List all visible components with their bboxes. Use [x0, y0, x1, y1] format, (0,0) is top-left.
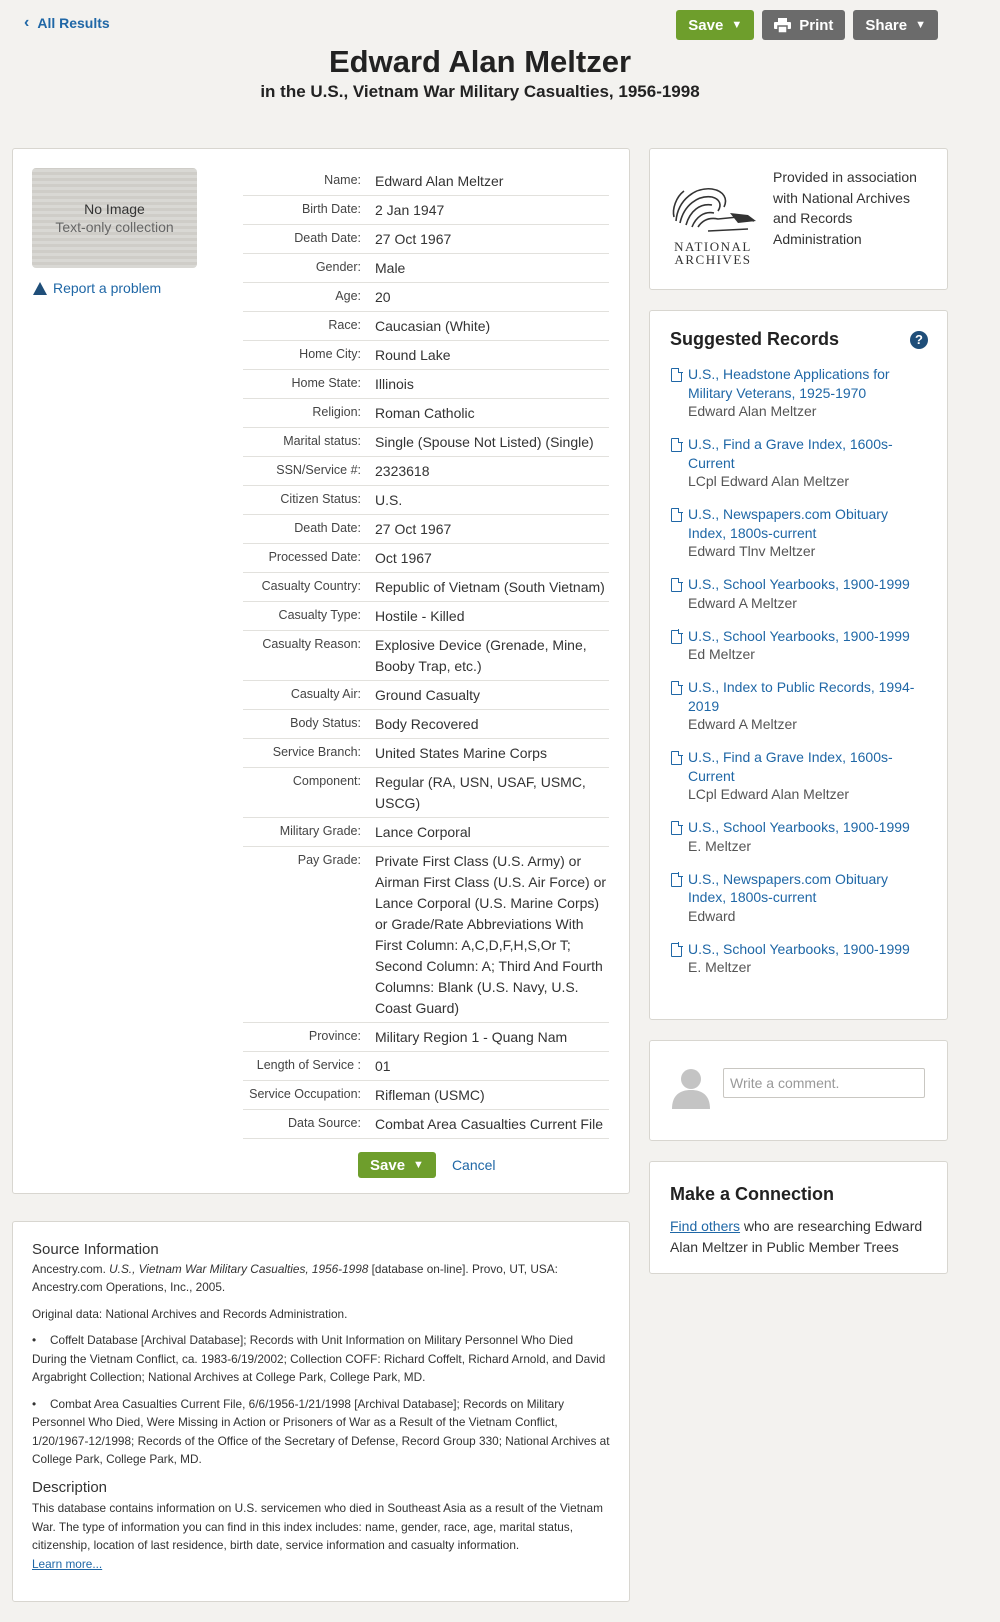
save-button[interactable]	[676, 10, 754, 40]
suggested-record-link[interactable]: U.S., Find a Grave Index, 1600s-Current	[688, 436, 893, 471]
share-label: Share	[865, 16, 908, 34]
suggested-record-link[interactable]: U.S., Index to Public Records, 1994-2019	[688, 679, 915, 714]
document-icon	[671, 508, 682, 522]
suggested-record-name: Edward	[688, 907, 736, 924]
share-button[interactable]	[853, 10, 938, 40]
all-results-link[interactable]	[24, 14, 110, 32]
fact-value: 2 Jan 1947	[375, 202, 445, 218]
suggested-record-name: LCpl Edward Alan Meltzer	[688, 786, 850, 802]
connection-panel	[649, 1161, 948, 1274]
fact-label: Military Grade:	[279, 824, 361, 838]
record-panel	[12, 148, 630, 1194]
fact-row	[243, 1052, 609, 1081]
fact-value: Male	[375, 260, 406, 276]
chevron-down-icon: ▼	[915, 19, 926, 31]
fact-row	[243, 341, 609, 370]
fact-label: Data Source:	[288, 1116, 361, 1130]
fact-label: Gender:	[315, 260, 361, 274]
suggested-record-link[interactable]: U.S., School Yearbooks, 1900-1999	[688, 819, 910, 835]
fact-label: Death Date:	[294, 521, 361, 535]
fact-row	[243, 196, 609, 225]
fact-label: Religion:	[312, 405, 361, 419]
text-only-label: Text-only collection	[55, 219, 174, 235]
source-bullet: • Coffelt Database [Archival Database]; Records with Unit Information on Military Personnel Who Died During the Vietnam Conflict, ca. 1983-6/19/2002; Collection COFF: Richard Coffelt, Richard Arnold, and David Argabright Collection; National Archives at College Park, College Park, MD.	[32, 1331, 610, 1387]
fact-row	[243, 515, 609, 544]
action-buttons	[676, 10, 938, 40]
document-icon	[671, 943, 682, 957]
fact-label: Age:	[335, 289, 361, 303]
suggested-record-name: Edward A Meltzer	[688, 594, 797, 611]
fact-label: Name:	[324, 173, 361, 187]
record-thumbnail[interactable]	[32, 168, 197, 268]
source-citation	[32, 1260, 610, 1297]
suggested-record-name: E. Meltzer	[688, 837, 752, 854]
description-text: This database contains information on U.S. servicemen who died in Southeast Asia as a result of the Vietnam War. The type of information you can find in this index includes: name, gender, race, age, marital status, citizenship, location of last residence, birth date, service information and casualty information.	[32, 1501, 603, 1552]
suggested-record-item	[670, 678, 925, 734]
fact-label: Citizen Status:	[280, 492, 361, 506]
fact-label: Length of Service :	[256, 1058, 361, 1072]
fact-label: Component:	[292, 774, 361, 788]
fact-row	[243, 1110, 609, 1139]
suggested-record-name: Edward A Meltzer	[688, 716, 797, 732]
fact-value: Caucasian (White)	[375, 318, 491, 334]
fact-label: SSN/Service #:	[276, 463, 361, 477]
citation-text-end: [database on-line]. Provo, UT, USA: Ancestry.com Operations, Inc., 2005.	[32, 1261, 558, 1294]
fact-row	[243, 573, 609, 602]
fact-label: Service Branch:	[272, 745, 361, 759]
source-info-panel	[12, 1221, 630, 1602]
suggested-records-list	[670, 365, 925, 991]
fact-label: Marital status:	[283, 434, 361, 448]
chevron-down-icon: ▼	[731, 19, 743, 31]
fact-value: 27 Oct 1967	[375, 521, 452, 537]
fact-value: Roman Catholic	[375, 405, 475, 421]
save-record-label: Save	[370, 1156, 406, 1174]
suggested-record-link[interactable]: U.S., School Yearbooks, 1900-1999	[688, 940, 910, 957]
page-title: Edward Alan Meltzer	[328, 44, 632, 79]
fact-value: Lance Corporal	[375, 824, 471, 840]
comment-panel	[649, 1040, 948, 1141]
help-icon[interactable]: ?	[910, 331, 928, 349]
fact-row	[243, 254, 609, 283]
page-subtitle: in the U.S., Vietnam War Military Casualties, 1956-1998	[260, 82, 700, 101]
report-problem-link[interactable]	[33, 280, 161, 296]
fact-label: Body Status:	[290, 716, 361, 730]
fact-label: Birth Date:	[301, 202, 361, 216]
suggested-record-name: E. Meltzer	[688, 959, 752, 975]
description-heading: Description	[32, 1478, 108, 1496]
fact-label: Casualty Reason:	[262, 637, 361, 651]
fact-value: Edward Alan Meltzer	[375, 173, 504, 189]
suggested-record-item	[670, 365, 925, 421]
fact-value: Military Region 1 - Quang Nam	[375, 1029, 568, 1045]
fact-value: Round Lake	[375, 347, 451, 363]
suggested-record-item	[670, 575, 925, 613]
printer-icon	[774, 18, 791, 33]
warning-icon	[33, 282, 47, 295]
suggested-record-item	[670, 505, 925, 561]
document-icon	[671, 578, 682, 592]
fact-row	[243, 847, 609, 1023]
learn-more-link[interactable]: Learn more...	[32, 1556, 103, 1571]
citation-text: Ancestry.com.	[32, 1261, 110, 1276]
suggested-record-link[interactable]: U.S., Newspapers.com Obituary Index, 1800s-current	[688, 870, 888, 905]
fact-value: Regular (RA, USN, USAF, USMC, USCG)	[375, 774, 586, 811]
fact-row	[243, 283, 609, 312]
document-icon	[671, 873, 682, 887]
connection-text	[670, 1216, 932, 1258]
suggested-record-item	[670, 435, 925, 491]
source-bullet: • Combat Area Casualties Current File, 6/6/1956-1/21/1998 [Archival Database]; Records on Military Personnel Who Died, Were Missing in Action or Prisoners of War as a Result of the Vietnam Conflict, 1/20/1967-12/1998; Records of the Office of the Secretary of Defense, Record Group 330; National Archives at College Park, College Park, MD.	[32, 1395, 610, 1469]
fact-row	[243, 428, 609, 457]
print-button[interactable]	[762, 10, 845, 40]
fact-row	[243, 457, 609, 486]
fact-row	[243, 1081, 609, 1110]
all-results-label: All Results	[37, 15, 110, 31]
fact-label: Casualty Type:	[278, 608, 361, 622]
fact-value: 27 Oct 1967	[375, 231, 452, 247]
suggested-record-item	[670, 870, 925, 926]
top-bar	[0, 0, 1000, 140]
document-icon	[671, 751, 682, 765]
fact-value: Combat Area Casualties Current File	[375, 1116, 603, 1132]
save-label: Save	[688, 16, 724, 34]
suggested-record-link[interactable]: U.S., School Yearbooks, 1900-1999	[688, 627, 910, 644]
document-icon	[671, 630, 682, 644]
fact-row	[243, 710, 609, 739]
fact-label: Home City:	[299, 347, 361, 361]
fact-value: U.S.	[375, 492, 403, 508]
fact-label: Province:	[308, 1029, 361, 1043]
form-actions	[358, 1152, 496, 1178]
national-archives-logo	[668, 169, 758, 264]
record-facts-table	[243, 167, 609, 1139]
fact-value: Private First Class (U.S. Army) or Airman First Class (U.S. Air Force) or Lance Corporal (U.S. Marine Corps) or Grade/Rate Abbreviations With First Column: A,C,D,F,H,S,Or T; Second Column: A; Third And Fourth Columns: Blank (U.S. Navy, U.S. Coast Guard)	[375, 853, 607, 1016]
fact-value: 01	[375, 1058, 391, 1074]
report-problem-label: Report a problem	[53, 280, 162, 296]
archives-association-text: Provided in association with National Archives and Records Administration	[773, 169, 917, 247]
fact-row	[243, 1023, 609, 1052]
document-icon	[671, 438, 682, 452]
fact-row	[243, 544, 609, 573]
find-others-link[interactable]: Find others	[670, 1218, 741, 1234]
chevron-down-icon: ▼	[413, 1159, 424, 1171]
fact-value: Body Recovered	[375, 716, 479, 732]
fact-row	[243, 602, 609, 631]
fact-label: Race:	[328, 318, 361, 332]
fact-value: Illinois	[375, 376, 414, 392]
suggested-record-name: LCpl Edward Alan Meltzer	[688, 473, 850, 489]
fact-row	[243, 768, 609, 818]
suggested-records-title: Suggested Records	[670, 329, 840, 349]
document-icon	[671, 368, 682, 382]
fact-label: Pay Grade:	[297, 853, 361, 867]
fact-label: Death Date:	[294, 231, 361, 245]
no-image-label: No Image	[84, 201, 145, 217]
fact-row	[243, 312, 609, 341]
fact-value: Explosive Device (Grenade, Mine, Booby Trap, etc.)	[375, 637, 587, 674]
fact-value: Republic of Vietnam (South Vietnam)	[375, 579, 605, 595]
suggested-record-name: Edward Tlnv Meltzer	[688, 543, 816, 559]
suggested-record-item	[670, 818, 925, 856]
suggested-record-name: Edward Alan Meltzer	[688, 403, 817, 419]
fact-value: Ground Casualty	[375, 687, 481, 703]
suggested-record-item	[670, 940, 925, 978]
fact-value: Single (Spouse Not Listed) (Single)	[375, 434, 594, 450]
user-avatar-icon	[670, 1065, 712, 1109]
fact-row	[243, 681, 609, 710]
fact-row	[243, 399, 609, 428]
fact-label: Processed Date:	[268, 550, 361, 564]
citation-title: U.S., Vietnam War Military Casualties, 1956-1998	[109, 1261, 369, 1276]
archives-panel	[649, 148, 948, 290]
fact-row	[243, 370, 609, 399]
suggested-record-item	[670, 748, 925, 804]
fact-label: Casualty Air:	[290, 687, 361, 701]
fact-value: 20	[375, 289, 391, 305]
document-icon	[671, 821, 682, 835]
print-label: Print	[799, 16, 834, 34]
logo-text-archives: ARCHIVES	[674, 252, 752, 264]
suggested-record-link[interactable]: U.S., Find a Grave Index, 1600s-Current	[688, 749, 893, 784]
fact-label: Service Occupation:	[249, 1087, 361, 1101]
source-heading: Source Information	[32, 1241, 159, 1258]
fact-label: Casualty Country:	[261, 579, 361, 593]
fact-value: United States Marine Corps	[375, 745, 547, 761]
fact-value: Hostile - Killed	[375, 608, 465, 624]
fact-value: Oct 1967	[375, 550, 432, 566]
fact-row	[243, 225, 609, 254]
save-record-button[interactable]	[358, 1152, 436, 1178]
fact-label: Home State:	[291, 376, 361, 390]
suggested-record-link[interactable]: U.S., School Yearbooks, 1900-1999	[688, 576, 910, 592]
document-icon	[671, 681, 682, 695]
suggested-record-item	[670, 627, 925, 665]
suggested-record-name: Ed Meltzer	[688, 646, 755, 662]
fact-row	[243, 739, 609, 768]
fact-row	[243, 631, 609, 681]
connection-description: who are researching Edward Alan Meltzer in Public Member Trees	[670, 1218, 923, 1255]
source-original-data: Original data: National Archives and Records Administration.	[32, 1306, 348, 1321]
connection-title: Make a Connection	[670, 1184, 835, 1204]
comment-input[interactable]	[723, 1068, 925, 1098]
fact-value: Rifleman (USMC)	[375, 1087, 485, 1103]
suggested-records-panel	[649, 310, 948, 1020]
cancel-link[interactable]: Cancel	[451, 1157, 496, 1173]
fact-row	[243, 167, 609, 196]
fact-value: 2323618	[375, 463, 430, 479]
logo-text-national: NATIONAL	[674, 239, 752, 254]
chevron-left-icon: ‹	[24, 14, 30, 31]
suggested-record-link[interactable]: U.S., Newspapers.com Obituary Index, 1800s-current	[688, 506, 888, 541]
suggested-record-link[interactable]: U.S., Headstone Applications for Military Veterans, 1925-1970	[688, 366, 890, 401]
fact-row	[243, 818, 609, 847]
fact-row	[243, 486, 609, 515]
